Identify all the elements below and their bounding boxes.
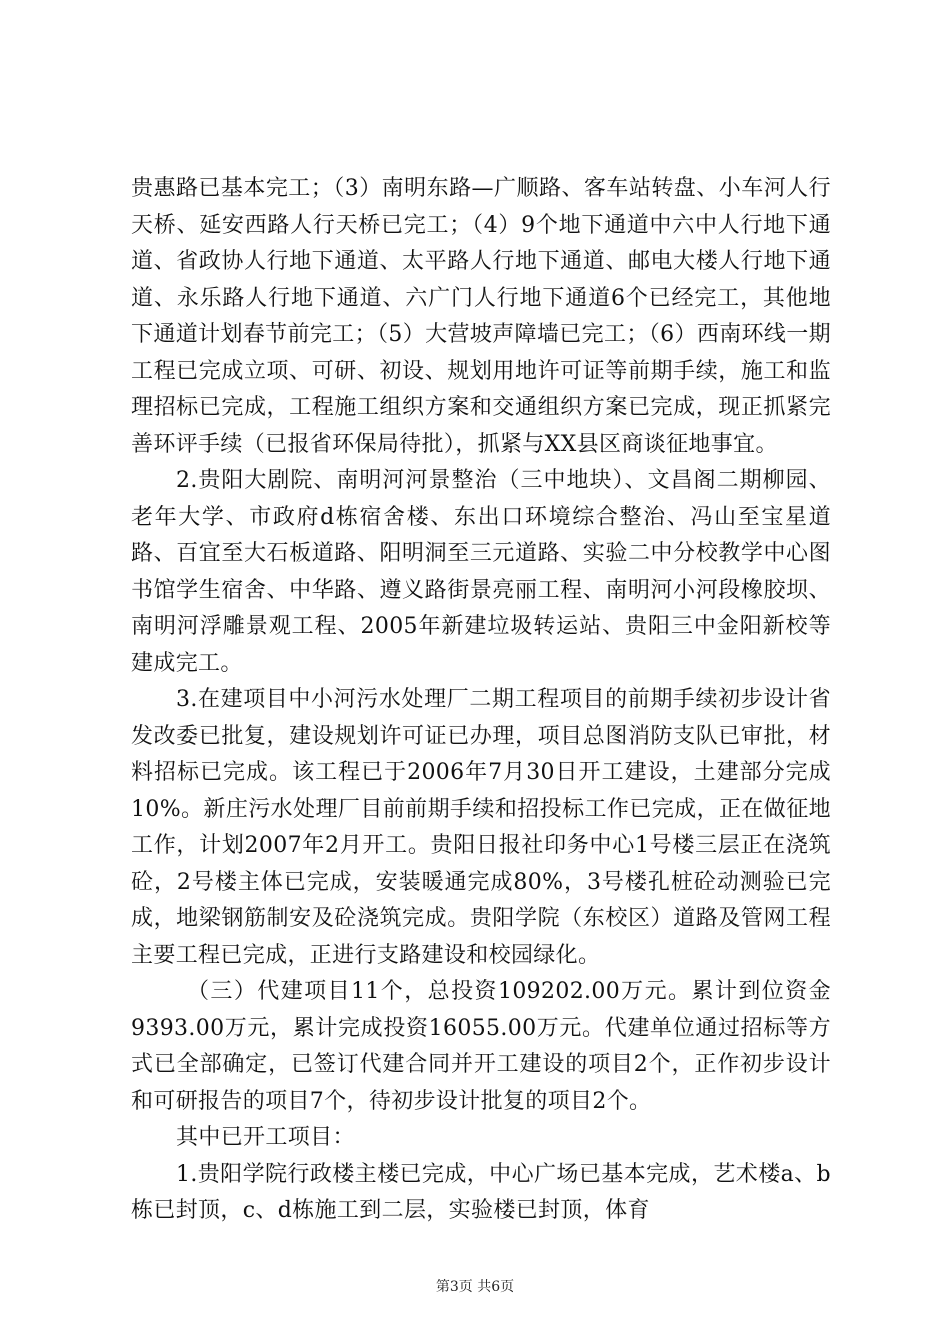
paragraph-started-projects-heading: 其中已开工项目： [176, 1125, 355, 1150]
paragraph-agent-construction-projects: （三）代建项目11个，总投资109202.00万元。累计到位资金9393.00万元，累计完成投资16055.00万元。代建单位通过招标等方式已全部确定，已签订代建合同并开工建设的项目2个，正作初步设计和可研报告的项目7个，待初步设计批复的项目2个。 [131, 979, 831, 1114]
paragraph-guiyang-college-progress: 1.贵阳学院行政楼主楼已完成，中心广场已基本完成，艺术楼a、b栋已封顶，c、d栋施工到二层，实验楼已封顶，体育 [131, 1161, 831, 1223]
paragraph-projects-under-construction: 3.在建项目中小河污水处理厂二期工程项目的前期手续初步设计省发改委已批复，建设规划许可证已办理，项目总图消防支队已审批，材料招标已完成。该工程已于2006年7月30日开工建设，土建部分完成10%。新庄污水处理厂目前前期手续和招投标工作已完成，正在做征地工作，计划2007年2月开工。贵阳日报社印务中心1号楼三层正在浇筑砼，2号楼主体已完成，安装暖通完成80%，3号楼孔桩砼动测验已完成，地梁钢筋制安及砼浇筑完成。贵阳学院（东校区）道路及管网工程主要工程已完成，正进行支路建设和校园绿化。 [131, 687, 831, 968]
paragraph-continued-road-works: 贵惠路已基本完工；（3）南明东路—广顺路、客车站转盘、小车河人行天桥、延安西路人行天桥已完工；（4）9个地下通道中六中人行地下通道、省政协人行地下通道、太平路人行地下通道、邮电大楼人行地下通道、永乐路人行地下通道、六广门人行地下通道6个已经完工，其他地下通道计划春节前完工；（5）大营坡声障墙已完工；（6）西南环线一期工程已完成立项、可研、初设、规划用地许可证等前期手续，施工和监理招标已完成，工程施工组织方案和交通组织方案已完成，现正抓紧完善环评手续（已报省环保局待批），抓紧与XX县区商谈征地事宜。 [131, 176, 831, 457]
page-number-footer: 第3页 共6页 [435, 1279, 515, 1295]
paragraph-completed-projects: 2.贵阳大剧院、南明河河景整治（三中地块）、文昌阁二期柳园、老年大学、市政府d栋宿舍楼、东出口环境综合整治、冯山至宝星道路、百宜至大石板道路、阳明洞至三元道路、实验二中分校教学中心图书馆学生宿舍、中华路、遵义路街景亮丽工程、南明河小河段橡胶坝、南明河浮雕景观工程、2005年新建垃圾转运站、贵阳三中金阳新校等建成完工。 [131, 468, 831, 676]
document-body [131, 171, 831, 1230]
